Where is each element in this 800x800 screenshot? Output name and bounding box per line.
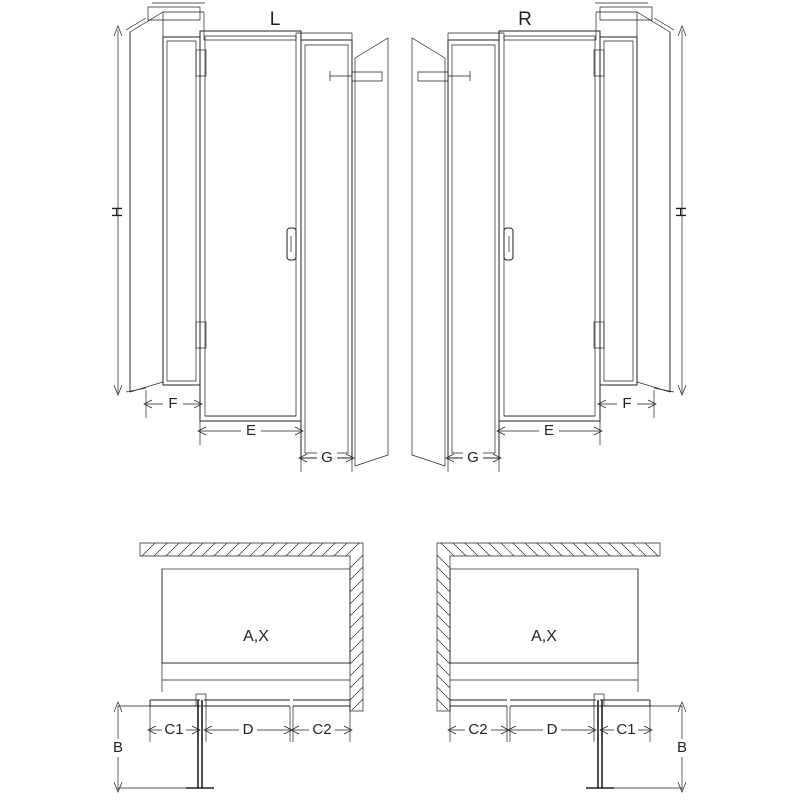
plan-left-dimension-d bbox=[204, 706, 292, 742]
elevation-right-panel-g bbox=[448, 40, 499, 458]
plan-left-track bbox=[150, 700, 350, 711]
elevation-left-dimension-e bbox=[198, 390, 303, 445]
plan-right-track bbox=[450, 700, 650, 711]
elevation-left-dimension-h bbox=[109, 18, 146, 395]
plan-left-c2-label: C2 bbox=[312, 720, 332, 738]
elevation-left-panel-f bbox=[163, 37, 200, 385]
plan-left-door-leaf bbox=[186, 700, 214, 788]
elevation-right-view bbox=[412, 3, 686, 472]
plan-left-wall bbox=[140, 543, 363, 711]
elevation-left-e-label: E bbox=[245, 421, 257, 439]
elevation-left-view bbox=[109, 3, 388, 472]
plan-left-view bbox=[110, 543, 363, 792]
plan-left-d-label: D bbox=[242, 720, 254, 738]
plan-right-wall bbox=[437, 543, 660, 711]
plan-right-d-label: D bbox=[546, 720, 558, 738]
plan-right-door-leaf bbox=[586, 700, 614, 788]
elevation-left-h-label: H bbox=[108, 206, 126, 218]
elevation-right-handle-icon bbox=[504, 228, 513, 260]
elevation-left-handle-icon bbox=[287, 228, 296, 260]
plan-right-c2-label: C2 bbox=[468, 720, 488, 738]
elevation-right-variant-title: R bbox=[518, 9, 532, 31]
plan-left-area-label: A,X bbox=[243, 628, 269, 646]
elevation-left-dimension-f bbox=[144, 388, 202, 418]
elevation-left-door-e bbox=[200, 31, 301, 421]
elevation-right-dimension-lines bbox=[446, 18, 686, 472]
elevation-right-h-label: H bbox=[672, 206, 690, 218]
elevation-right-labels bbox=[467, 9, 690, 466]
plan-left-dimension-b bbox=[110, 702, 186, 792]
elevation-right-hinge-upper bbox=[594, 50, 604, 348]
plan-left-dimension-c1 bbox=[148, 706, 200, 742]
plan-left-b-label: B bbox=[112, 738, 124, 756]
elevation-right-e-label: E bbox=[543, 421, 555, 439]
elevation-right-support-arm bbox=[418, 71, 470, 81]
plan-right-area-label: A,X bbox=[531, 628, 557, 646]
elevation-right-door-e bbox=[499, 31, 600, 421]
elevation-right-g-label: G bbox=[467, 448, 479, 466]
plan-left-c1-label: C1 bbox=[164, 720, 184, 738]
elevation-left-variant-title: L bbox=[269, 9, 281, 31]
elevation-left-support-arm bbox=[330, 71, 382, 81]
plan-left-dimension-c2 bbox=[291, 706, 352, 742]
elevation-right-panel-f bbox=[600, 37, 637, 385]
plan-right-labels bbox=[468, 628, 687, 756]
plan-right-b-label: B bbox=[676, 738, 688, 756]
plan-right-c1-label: C1 bbox=[616, 720, 636, 738]
elevation-left-f-label: F bbox=[168, 394, 178, 412]
plan-right-view bbox=[437, 543, 690, 792]
elevation-left-panel-g bbox=[301, 40, 352, 458]
elevation-left-g-label: G bbox=[321, 448, 333, 466]
elevation-left-dimension-g bbox=[299, 433, 354, 472]
plan-right-dimension-lines bbox=[448, 702, 686, 792]
elevation-right-f-label: F bbox=[622, 394, 632, 412]
elevation-left-hinge-upper bbox=[196, 50, 206, 348]
